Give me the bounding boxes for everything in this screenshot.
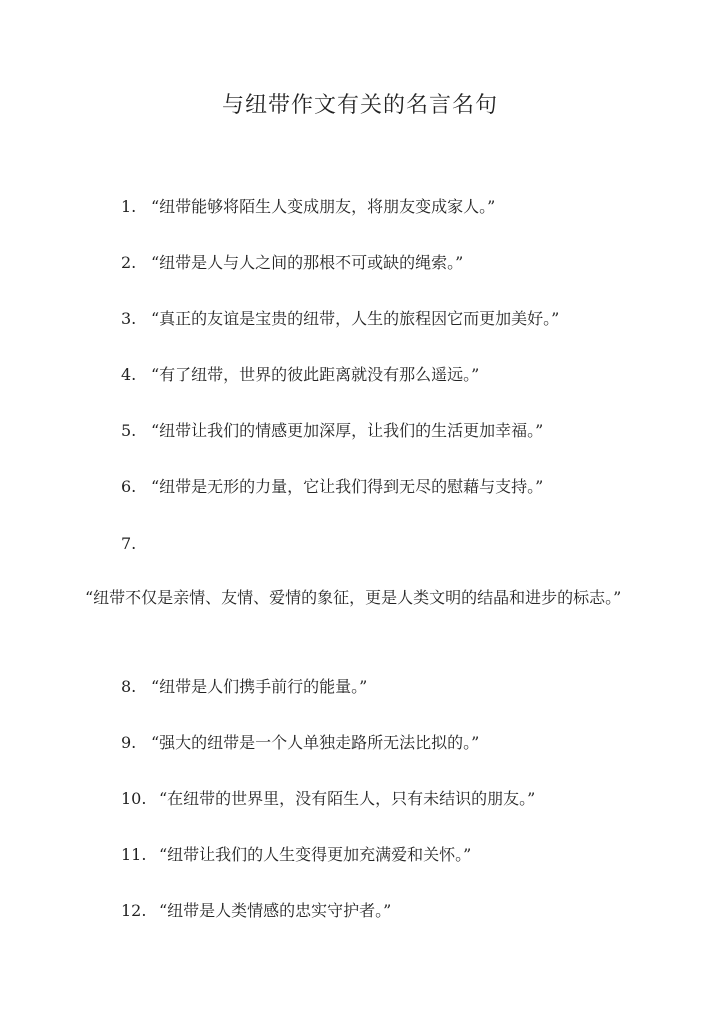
quote-number: 3. (121, 309, 137, 328)
quote-text: “在纽带的世界里，没有陌生人，只有未结识的朋友。” (159, 789, 536, 808)
quote-item-12 (121, 900, 680, 922)
quote-number: 12. (121, 901, 147, 920)
quote-number: 2. (121, 253, 137, 272)
quote-item-6 (121, 476, 680, 498)
quote-number: 5. (121, 421, 137, 440)
quote-text: “纽带能够将陌生人变成朋友，将朋友变成家人。” (151, 197, 496, 216)
quote-item-4 (121, 364, 680, 386)
quote-number: 6. (121, 477, 137, 496)
quote-item-3 (121, 308, 680, 330)
quote-number: 10. (121, 789, 147, 808)
quote-item-2 (121, 252, 680, 274)
quote-text: “真正的友谊是宝贵的纽带，人生的旅程因它而更加美好。” (151, 309, 560, 328)
quote-item-10 (121, 788, 680, 810)
quote-number: 4. (121, 365, 137, 384)
quote-item-1 (121, 196, 680, 218)
quote-text: “纽带让我们的情感更加深厚，让我们的生活更加幸福。” (151, 421, 544, 440)
quote-number: 9. (121, 733, 137, 752)
quote-item-8 (121, 676, 680, 698)
quote-text: “纽带是无形的力量，它让我们得到无尽的慰藉与支持。” (151, 477, 544, 496)
quote-number-7: 7. (121, 534, 137, 553)
quote-text-7: “纽带不仅是亲情、友情、爱情的象征，更是人类文明的结晶和进步的标志。” (85, 588, 622, 607)
document-title: 与纽带作文有关的名言名句 (221, 93, 498, 118)
quote-item-11 (121, 844, 680, 866)
quote-number: 1. (121, 197, 137, 216)
quote-item-5 (121, 420, 680, 442)
quote-item-9 (121, 732, 680, 754)
quote-text: “纽带让我们的人生变得更加充满爱和关怀。” (159, 845, 472, 864)
quote-number: 8. (121, 677, 137, 696)
quote-text: “有了纽带，世界的彼此距离就没有那么遥远。” (151, 365, 480, 384)
quote-number: 11. (121, 845, 147, 864)
quote-text: “纽带是人与人之间的那根不可或缺的绳索。” (151, 253, 464, 272)
quote-text: “强大的纽带是一个人单独走路所无法比拟的。” (151, 733, 480, 752)
quote-text: “纽带是人类情感的忠实守护者。” (159, 901, 392, 920)
quote-text: “纽带是人们携手前行的能量。” (151, 677, 368, 696)
